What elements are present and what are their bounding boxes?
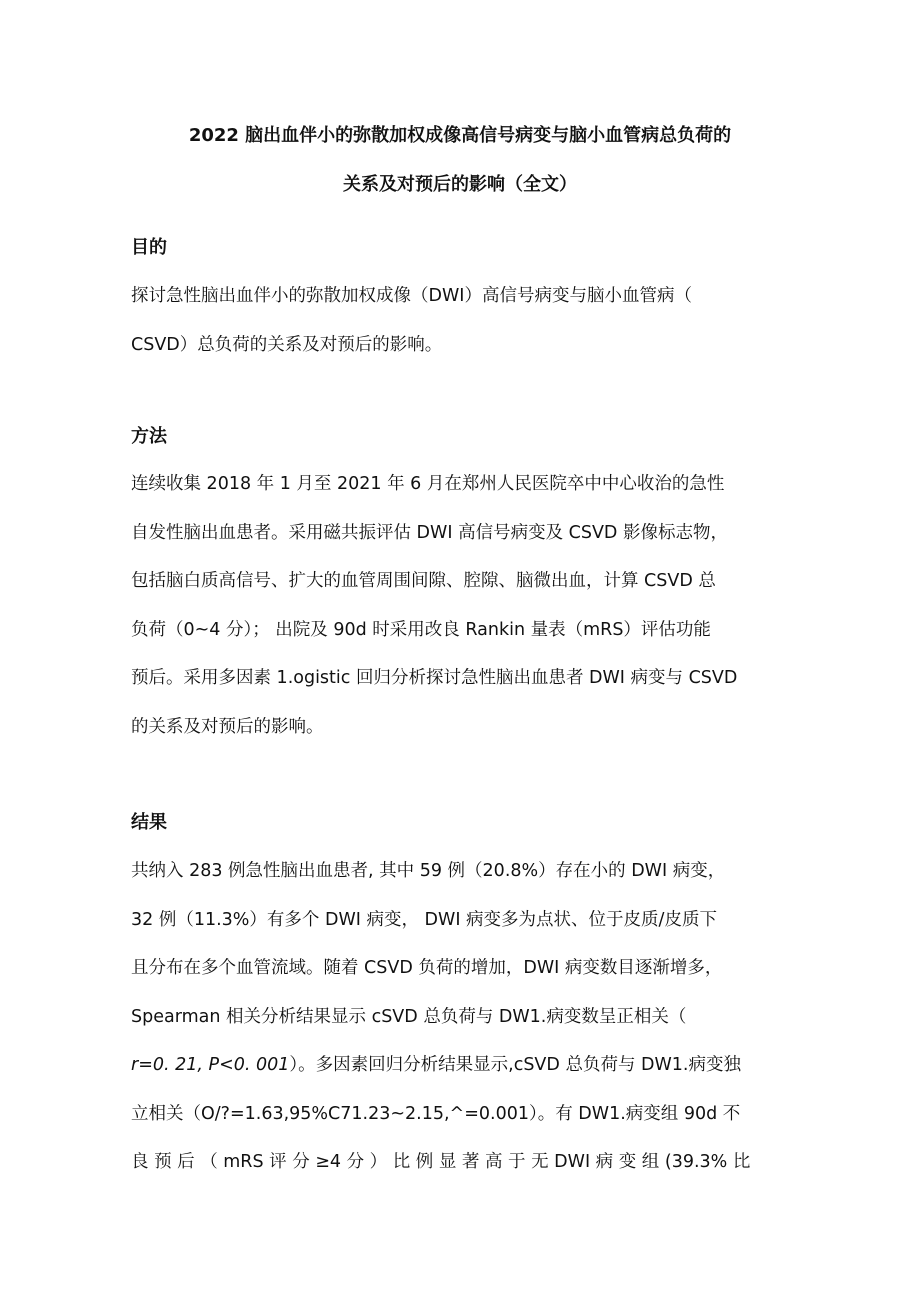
results-line-5 [131, 1041, 796, 1090]
results-line-5-rest: ）。多因素回归分析结果显示,cSVD 总负荷与 DW1.病变独 [289, 1055, 741, 1075]
statistic-italic: r=0. 21, P<0. 001 [131, 1055, 290, 1075]
results-line-4: Spearman 相关分析结果显示 cSVD 总负荷与 DW1.病变数呈正相关（ [131, 1006, 687, 1027]
results-line-1: 共纳入 283 例急性脑出血患者, 其中 59 例（20.8%）存在小的 DWI 病变， [131, 861, 726, 881]
results-line-3: 且分布在多个血管流域。随着 CSVD 负荷的增加，DWI 病变数目逐渐增多， [131, 958, 723, 978]
document-title-line-1: 2022 脑出血伴小的弥散加权成像高信号病变与脑小血管病总负荷的 [188, 125, 732, 146]
methods-line-5: 预后。采用多因素 1.ogistic 回归分析探讨急性脑出血患者 DWI 病变与 CSVD [131, 668, 738, 688]
purpose-line-1: 探讨急性脑出血伴小的弥散加权成像（DWI）高信号病变与脑小血管病（ [131, 286, 692, 306]
methods-paragraph [131, 460, 796, 751]
results-line-6: 立相关（O/?=1.63,95%C71.23~2.15,^=0.001）。有 DW1.病变组 90d 不 [131, 1103, 741, 1124]
purpose-line-2: CSVD）总负荷的关系及对预后的影响。 [131, 334, 443, 355]
purpose-heading: 目的 [131, 237, 167, 258]
methods-line-4: 负荷（0~4 分）； 出院及 90d 时采用改良 Rankin 量表（mRS）评估功能 [131, 619, 711, 640]
results-paragraph [131, 847, 796, 1187]
document-title-line-2: 关系及对预后的影响（全文） [343, 174, 577, 195]
results-line-7: 良 预 后 （ mRS 评 分 ≥4 分 ） 比 例 显 著 高 于 无 DWI 病 变 组 (39.3% 比 [131, 1152, 751, 1172]
methods-line-1: 连续收集 2018 年 1 月至 2021 年 6 月在郑州人民医院卒中中心收治的急性 [131, 474, 725, 494]
purpose-paragraph [131, 272, 796, 369]
methods-line-6: 的关系及对预后的影响。 [131, 716, 324, 737]
results-heading: 结果 [131, 812, 167, 833]
methods-heading: 方法 [131, 426, 167, 447]
methods-line-3: 包括脑白质高信号、扩大的血管周围间隙、腔隙、脑微出血，计算 CSVD 总 [131, 571, 716, 591]
results-line-2: 32 例（11.3%）有多个 DWI 病变， DWI 病变多为点状、位于皮质/皮质下 [131, 909, 717, 930]
methods-line-2: 自发性脑出血患者。采用磁共振评估 DWI 高信号病变及 CSVD 影像标志物， [131, 522, 728, 543]
